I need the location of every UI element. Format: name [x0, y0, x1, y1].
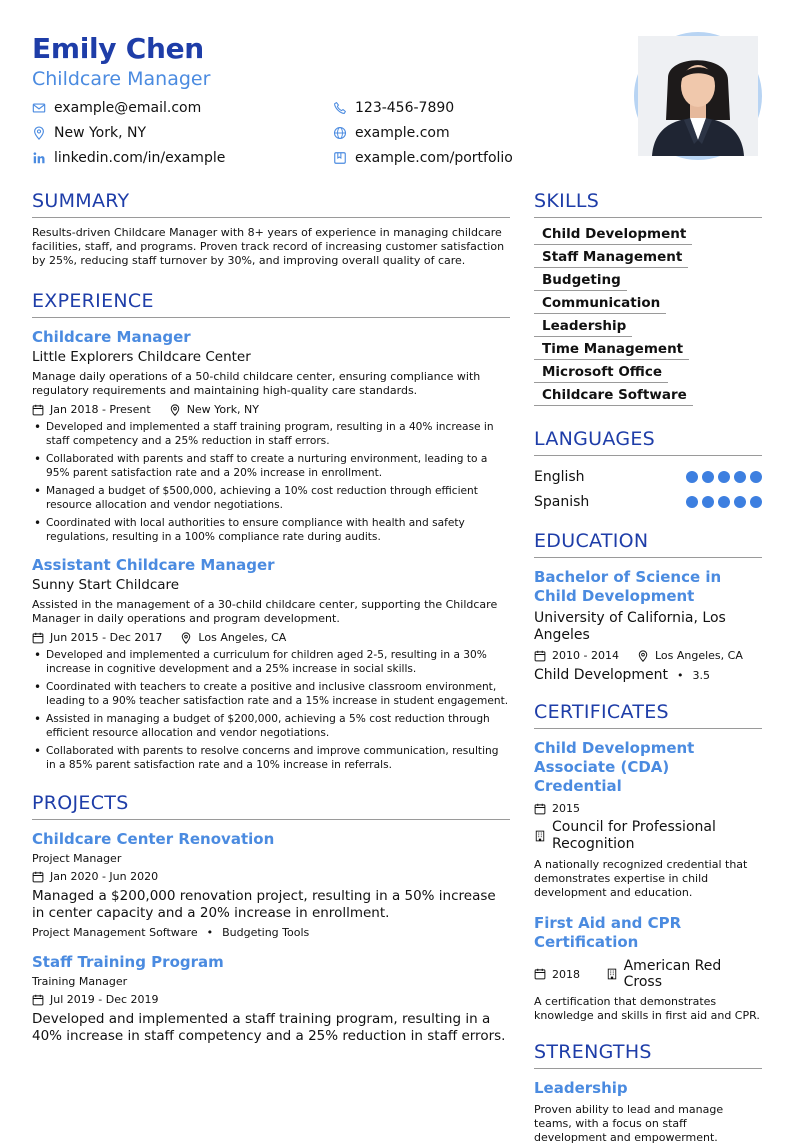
language-row — [534, 464, 762, 489]
proficiency-dot — [750, 471, 762, 483]
skill-tag: Leadership — [534, 318, 632, 337]
portfolio-icon — [333, 151, 347, 165]
location-pin-icon — [180, 632, 192, 644]
language-name: English — [534, 468, 585, 485]
bullet-item: • Assisted in managing a budget of $200,000, achieving a 5% cost reduction through efficient resource allocation and vendor negotiations. — [32, 712, 510, 740]
education-field: Child Development — [534, 667, 669, 683]
avatar-portrait — [638, 36, 758, 156]
education-degree: Bachelor of Science in Child Development — [534, 568, 722, 605]
certificate-description: A certification that demonstrates knowledge and skills in first aid and CPR. — [534, 995, 760, 1022]
strengths-heading: STRENGTHS — [534, 1041, 762, 1069]
proficiency-dot — [702, 496, 714, 508]
proficiency-dot — [750, 496, 762, 508]
calendar-icon — [534, 968, 546, 980]
certificate-year: 2015 — [552, 802, 580, 815]
bullet-item: • Collaborated with parents and staff to create a nurturing environment, leading to a 95% parent satisfaction rate and a 20% increase in enrollment. — [32, 452, 510, 480]
website-text: example.com — [355, 125, 450, 141]
certificate-year: 2018 — [552, 967, 580, 981]
experience-item — [32, 328, 510, 544]
job-company: Little Explorers Childcare Center — [32, 349, 251, 365]
project-meta — [32, 870, 510, 883]
project-tags: Project Management Software • Budgeting Tools — [32, 926, 310, 939]
experience-heading: EXPERIENCE — [32, 290, 510, 318]
linkedin-text: linkedin.com/in/example — [54, 150, 226, 166]
contact-email[interactable] — [32, 100, 201, 116]
job-company: Sunny Start Childcare — [32, 577, 180, 593]
language-row — [534, 489, 762, 514]
proficiency-dot — [702, 471, 714, 483]
experience-item — [32, 556, 510, 772]
institution-icon — [534, 830, 546, 842]
job-meta — [32, 631, 510, 644]
candidate-name: Emily Chen — [32, 32, 204, 65]
strength-item — [534, 1079, 762, 1145]
candidate-title: Childcare Manager — [32, 68, 211, 90]
bullet-item: • Developed and implemented a staff training program, resulting in a 40% increase in staff competency and a 25% reduction in staff errors. — [32, 420, 510, 448]
job-bullets — [32, 648, 510, 772]
job-bullets — [32, 420, 510, 544]
proficiency-dot — [734, 471, 746, 483]
job-location: New York, NY — [186, 403, 259, 416]
project-item — [32, 953, 510, 1045]
certificate-item — [534, 739, 762, 900]
location-pin-icon — [32, 126, 46, 140]
profile-photo — [634, 32, 762, 160]
education-dates: 2010 - 2014 — [552, 649, 619, 662]
certificate-year-row — [534, 958, 762, 990]
skill-tag: Microsoft Office — [534, 364, 668, 383]
skill-tag: Time Management — [534, 341, 689, 360]
calendar-icon — [534, 803, 546, 815]
calendar-icon — [534, 650, 546, 662]
job-location: Los Angeles, CA — [198, 631, 287, 644]
linkedin-icon — [32, 151, 46, 165]
education-location: Los Angeles, CA — [654, 649, 743, 662]
education-gpa: 3.5 — [692, 668, 711, 682]
certificate-title: First Aid and CPR Certification — [534, 914, 682, 951]
left-column — [32, 190, 510, 1045]
skill-tag: Staff Management — [534, 249, 688, 268]
bullet-item: • Coordinated with teachers to create a positive and inclusive classroom environment, leading to a 90% teacher satisfaction rate and a 15% increase in student engagement. — [32, 680, 510, 708]
email-text: example@email.com — [54, 100, 202, 116]
projects-heading: PROJECTS — [32, 792, 510, 820]
contact-phone[interactable] — [333, 100, 454, 116]
bullet-item: • Collaborated with parents to resolve concerns and improve communication, resulting in a 85% parent satisfaction rate and a 10% increase in referrals. — [32, 744, 510, 772]
calendar-icon — [32, 632, 44, 644]
proficiency-dot — [686, 496, 698, 508]
project-tag: Budgeting Tools — [222, 926, 310, 939]
summary-text: Results-driven Childcare Manager with 8+ years of experience in managing childcare facilities, staff, and programs. Proven track record of increasing customer satisfaction by 25%, reducing staff turnover by 30%, and improving overall quality of care. — [32, 226, 505, 267]
certificate-issuer: American Red Cross — [623, 958, 722, 990]
job-dates: Jan 2018 - Present — [50, 403, 151, 416]
calendar-icon — [32, 871, 44, 883]
bullet-item: • Developed and implemented a curriculum for children aged 2-5, resulting in a 30% increase in cognitive development and a 25% increase in social skills. — [32, 648, 510, 676]
skill-tag: Childcare Software — [534, 387, 693, 406]
skill-tag: Budgeting — [534, 272, 627, 291]
contact-website[interactable] — [333, 125, 450, 141]
project-item — [32, 830, 510, 939]
job-description: Manage daily operations of a 50-child childcare center, ensuring compliance with regulatory requirements and maintaining high-quality care standards. — [32, 370, 481, 397]
project-dates: Jan 2020 - Jun 2020 — [50, 870, 159, 883]
skill-tag: Communication — [534, 295, 666, 314]
project-title: Childcare Center Renovation — [32, 830, 275, 848]
certificate-description: A nationally recognized credential that demonstrates expertise in child development and education. — [534, 858, 748, 899]
bullet-item: • Managed a budget of $500,000, achieving a 10% cost reduction through efficient resource allocation and vendor negotiations. — [32, 484, 510, 512]
language-level-dots — [686, 496, 762, 508]
education-heading: EDUCATION — [534, 530, 762, 558]
calendar-icon — [32, 404, 44, 416]
skill-tag: Child Development — [534, 226, 692, 245]
job-title: Assistant Childcare Manager — [32, 556, 275, 574]
certificates-heading: CERTIFICATES — [534, 701, 762, 729]
email-icon — [32, 101, 46, 115]
project-tag: Project Management Software — [32, 926, 198, 939]
portfolio-text: example.com/portfolio — [355, 150, 513, 166]
project-meta — [32, 993, 510, 1006]
job-meta — [32, 403, 510, 416]
proficiency-dot — [718, 471, 730, 483]
phone-icon — [333, 101, 347, 115]
language-name: Spanish — [534, 493, 590, 510]
language-level-dots — [686, 471, 762, 483]
project-role: Training Manager — [32, 975, 128, 988]
certificate-issuer-row — [534, 819, 762, 853]
contact-linkedin[interactable] — [32, 150, 225, 166]
project-dates: Jul 2019 - Dec 2019 — [50, 993, 159, 1006]
location-pin-icon — [169, 404, 181, 416]
strength-description: Proven ability to lead and manage teams, with a focus on staff development and empowerment. — [534, 1103, 724, 1144]
calendar-icon — [32, 994, 44, 1006]
job-description: Assisted in the management of a 30-child childcare center, supporting the Childcare Manager in daily operations and program development. — [32, 598, 498, 625]
education-item — [534, 568, 762, 683]
education-school: University of California, Los Angeles — [534, 610, 726, 643]
certificate-item — [534, 914, 762, 1023]
right-column — [534, 190, 762, 1145]
summary-heading: SUMMARY — [32, 190, 510, 218]
contact-location — [32, 125, 146, 141]
languages-heading: LANGUAGES — [534, 428, 762, 456]
certificate-year-row — [534, 802, 762, 815]
job-title: Childcare Manager — [32, 328, 191, 346]
certificate-title: Child Development Associate (CDA) Credential — [534, 739, 695, 795]
proficiency-dot — [686, 471, 698, 483]
skills-heading: SKILLS — [534, 190, 762, 218]
skills-list — [534, 226, 762, 410]
location-text: New York, NY — [54, 125, 147, 141]
project-title: Staff Training Program — [32, 953, 224, 971]
proficiency-dot — [734, 496, 746, 508]
strength-title: Leadership — [534, 1079, 628, 1097]
phone-text: 123-456-7890 — [355, 100, 455, 116]
certificate-issuer: Council for Professional Recognition — [552, 819, 716, 852]
project-description: Managed a $200,000 renovation project, resulting in a 50% increase in center capacity and a 20% increase in enrollment. — [32, 888, 496, 921]
job-dates: Jun 2015 - Dec 2017 — [50, 631, 163, 644]
globe-icon — [333, 126, 347, 140]
proficiency-dot — [718, 496, 730, 508]
location-pin-icon — [637, 650, 649, 662]
bullet-item: • Coordinated with local authorities to ensure compliance with health and safety regulations, resulting in a 100% compliance rate during audits. — [32, 516, 510, 544]
contact-portfolio[interactable] — [333, 150, 513, 166]
institution-icon — [606, 968, 618, 980]
education-field-row: Child Development • 3.5 — [534, 667, 711, 683]
project-role: Project Manager — [32, 852, 122, 865]
education-meta — [534, 649, 762, 662]
project-description: Developed and implemented a staff training program, resulting in a 40% increase in staff competency and a 25% reduction in staff errors. — [32, 1011, 506, 1044]
